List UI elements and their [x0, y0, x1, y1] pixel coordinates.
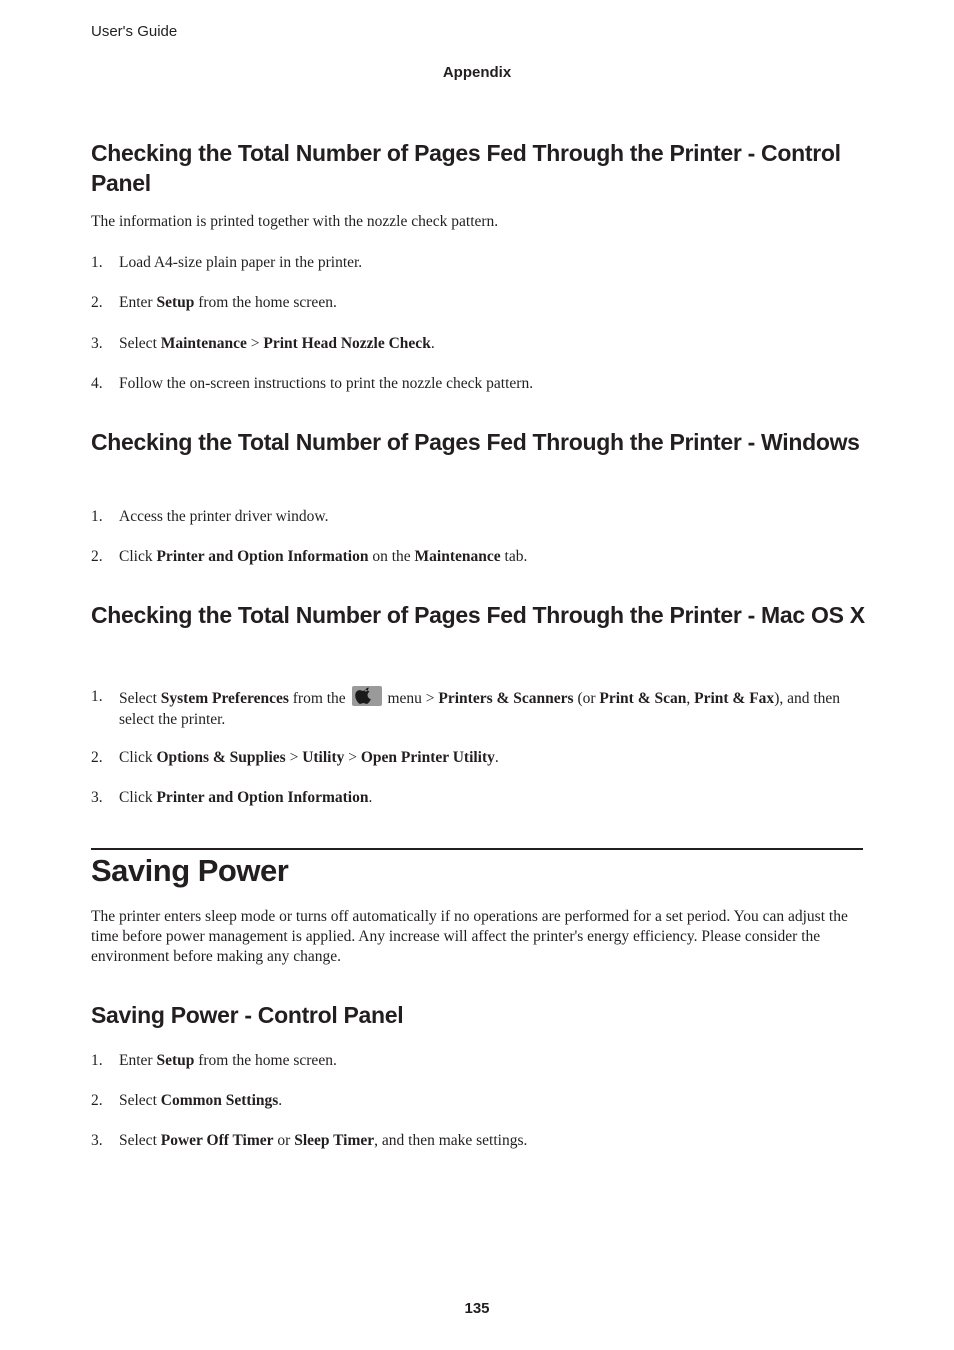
ui-term: Maintenance [414, 548, 501, 565]
step-number: 1. [91, 254, 103, 271]
ui-term: Sleep Timer [294, 1132, 375, 1149]
step-number: 3. [91, 335, 103, 352]
step-number: 2. [91, 548, 103, 565]
intro-control-panel: The information is printed together with the nozzle check pattern. [91, 213, 499, 230]
step-number: 3. [91, 1132, 103, 1149]
ui-term: Setup [156, 1052, 195, 1069]
ui-term: Printers & Scanners [438, 690, 574, 707]
ui-term: Printer and Option Information [156, 548, 369, 565]
step-text: Select Common Settings. [119, 1092, 283, 1109]
ui-term: Options & Supplies [156, 749, 286, 766]
ui-term: Power Off Timer [160, 1132, 274, 1149]
step-text: Select Power Off Timer or Sleep Timer, and then make settings. [119, 1132, 528, 1149]
ui-term: Utility [302, 749, 345, 766]
header-section-title: Appendix [442, 64, 512, 81]
ui-term: Print & Scan [599, 690, 687, 707]
step-text: Click Printer and Option Information on the Maintenance tab. [119, 548, 528, 565]
ui-term: Common Settings [160, 1092, 279, 1109]
apple-menu-icon [352, 686, 382, 706]
heading-saving-power: Saving Power [91, 848, 863, 890]
step-number: 2. [91, 749, 103, 766]
step-number: 1. [91, 1052, 103, 1069]
step-number: 2. [91, 294, 103, 311]
step-number: 4. [91, 375, 103, 392]
heading-control-panel: Checking the Total Number of Pages Fed Through the Printer - Control Panel [91, 140, 841, 196]
ui-term: Printer and Option Information [156, 789, 369, 806]
step-text: Follow the on-screen instructions to print the nozzle check pattern. [119, 375, 534, 392]
step-number: 1. [91, 508, 103, 525]
step-number: 1. [91, 688, 103, 705]
step-number: 2. [91, 1092, 103, 1109]
ui-term: Print & Fax [694, 690, 775, 707]
ui-term: Open Printer Utility [360, 749, 495, 766]
ui-term: System Preferences [160, 690, 289, 707]
heading-saving-power-control-panel: Saving Power - Control Panel [91, 1002, 404, 1028]
heading-windows: Checking the Total Number of Pages Fed Through the Printer - Windows [91, 429, 860, 455]
step-text: Load A4-size plain paper in the printer. [119, 254, 363, 271]
step-number: 3. [91, 789, 103, 806]
step-text: Access the printer driver window. [119, 508, 329, 525]
step-text: Enter Setup from the home screen. [119, 294, 337, 311]
step-text: Click Printer and Option Information. [119, 789, 373, 806]
step-text: Select Maintenance > Print Head Nozzle Check. [119, 335, 435, 352]
page-number: 135 [464, 1300, 490, 1317]
heading-mac: Checking the Total Number of Pages Fed Through the Printer - Mac OS X [91, 602, 865, 628]
step-text: Click Options & Supplies > Utility > Open Printer Utility. [119, 749, 499, 766]
ui-term: Maintenance [160, 335, 247, 352]
header-guide-title: User's Guide [91, 23, 178, 40]
step-text: Enter Setup from the home screen. [119, 1052, 337, 1069]
step-text: Select System Preferences from the menu > Printers & Scanners (or Print & Scan, Print & Fax), and then select the printer. [119, 686, 863, 730]
ui-term: Print Head Nozzle Check [263, 335, 431, 352]
intro-saving-power: The printer enters sleep mode or turns off automatically if no operations are performed for a set period. You can adjust the time before power management is applied. Any increase will affect the printer's energy efficiency. Please consider the environment before making any change. [91, 908, 848, 965]
ui-term: Setup [156, 294, 195, 311]
